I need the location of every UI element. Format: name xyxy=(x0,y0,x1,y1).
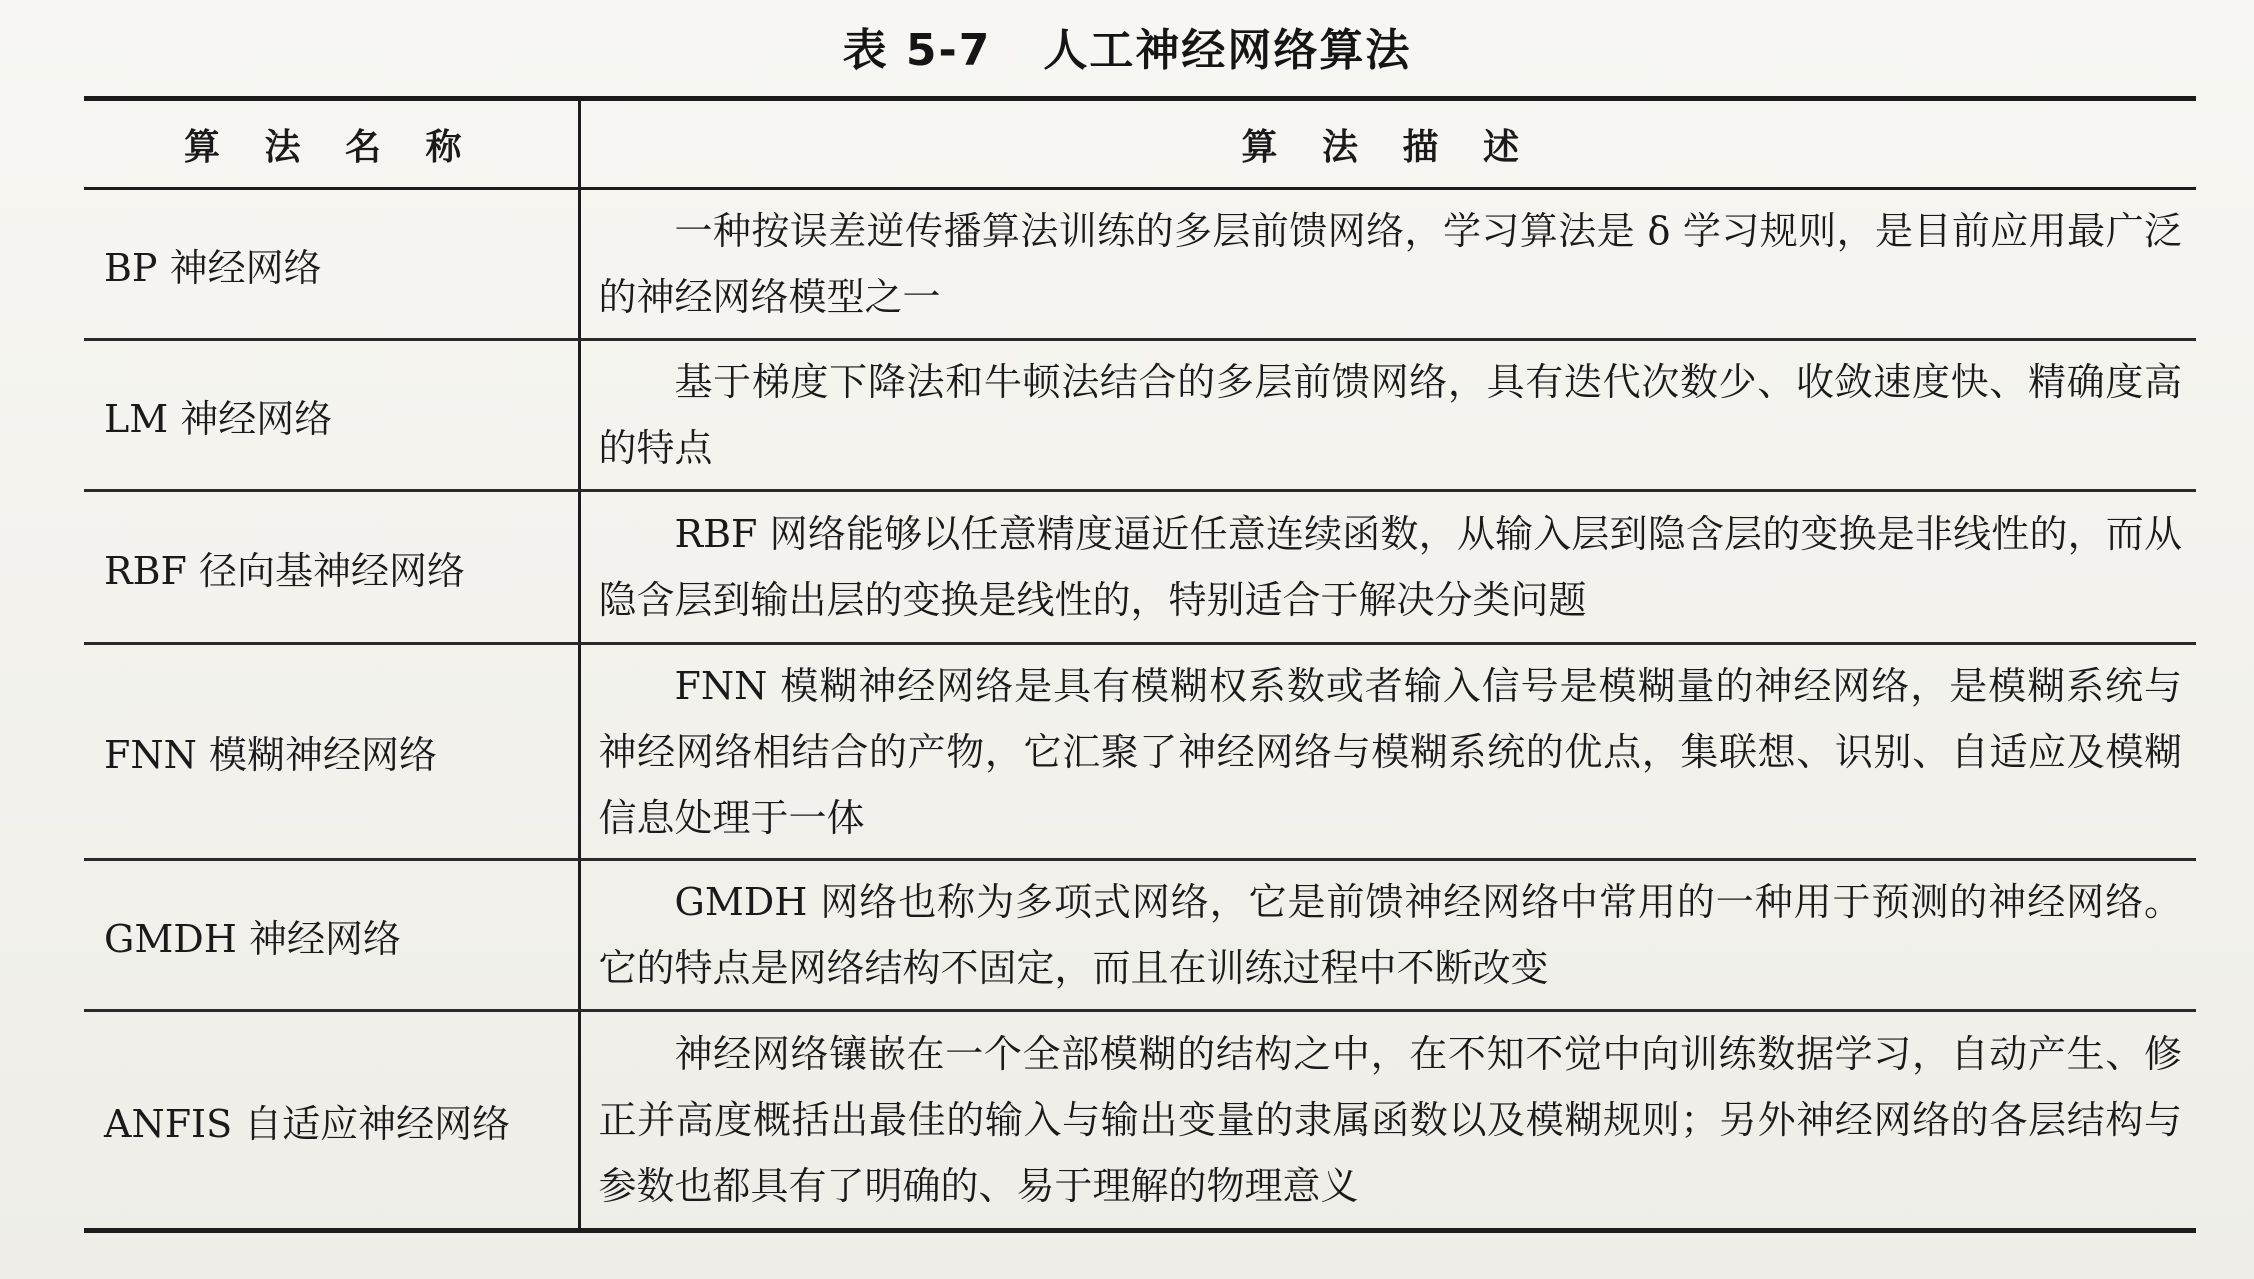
algorithm-name: ANFIS 自适应神经网络 xyxy=(84,1011,579,1231)
header-algorithm-description: 算 法 描 述 xyxy=(579,99,2196,189)
algorithm-name: GMDH 神经网络 xyxy=(84,860,579,1011)
table-row xyxy=(84,189,2196,340)
table-title: 人工神经网络算法 xyxy=(1043,25,1412,76)
algorithm-description: 神经网络镶嵌在一个全部模糊的结构之中，在不知不觉中向训练数据学习，自动产生、修正并高度概括出最佳的输入与输出变量的隶属函数以及模糊规则；另外神经网络的各层结构与参数也都具有了明确的、易于理解的物理意义 xyxy=(598,1032,2182,1208)
algorithm-name: LM 神经网络 xyxy=(84,340,579,491)
algorithm-name: FNN 模糊神经网络 xyxy=(84,644,579,860)
algorithm-description: 一种按误差逆传播算法训练的多层前馈网络，学习算法是 δ 学习规则，是目前应用最广泛的神经网络模型之一 xyxy=(579,189,2196,340)
algorithm-description: GMDH 网络也称为多项式网络，它是前馈神经网络中常用的一种用于预测的神经网络。它的特点是网络结构不固定，而且在训练过程中不断改变 xyxy=(579,860,2196,1011)
table-number: 表 5-7 xyxy=(842,25,992,76)
header-algorithm-name: 算 法 名 称 xyxy=(84,99,579,189)
algorithm-description: RBF 网络能够以任意精度逼近任意连续函数，从输入层到隐含层的变换是非线性的，而从隐含层到输出层的变换是线性的，特别适合于解决分类问题 xyxy=(579,491,2196,644)
algorithm-name: BP 神经网络 xyxy=(84,189,579,340)
algorithm-name: RBF 径向基神经网络 xyxy=(84,491,579,644)
algorithm-description: FNN 模糊神经网络是具有模糊权系数或者输入信号是模糊量的神经网络，是模糊系统与神经网络相结合的产物，它汇聚了神经网络与模糊系统的优点，集联想、识别、自适应及模糊信息处理于一体 xyxy=(579,644,2196,860)
table-caption xyxy=(0,14,2254,78)
table-row xyxy=(84,491,2196,644)
table-row xyxy=(84,340,2196,491)
table-row xyxy=(84,644,2196,860)
table-row xyxy=(84,1011,2196,1231)
table-header-row xyxy=(84,99,2196,189)
algorithm-description: 基于梯度下降法和牛顿法结合的多层前馈网络，具有迭代次数少、收敛速度快、精确度高的特点 xyxy=(579,340,2196,491)
algorithm-table xyxy=(84,96,2196,1233)
table-row xyxy=(84,860,2196,1011)
